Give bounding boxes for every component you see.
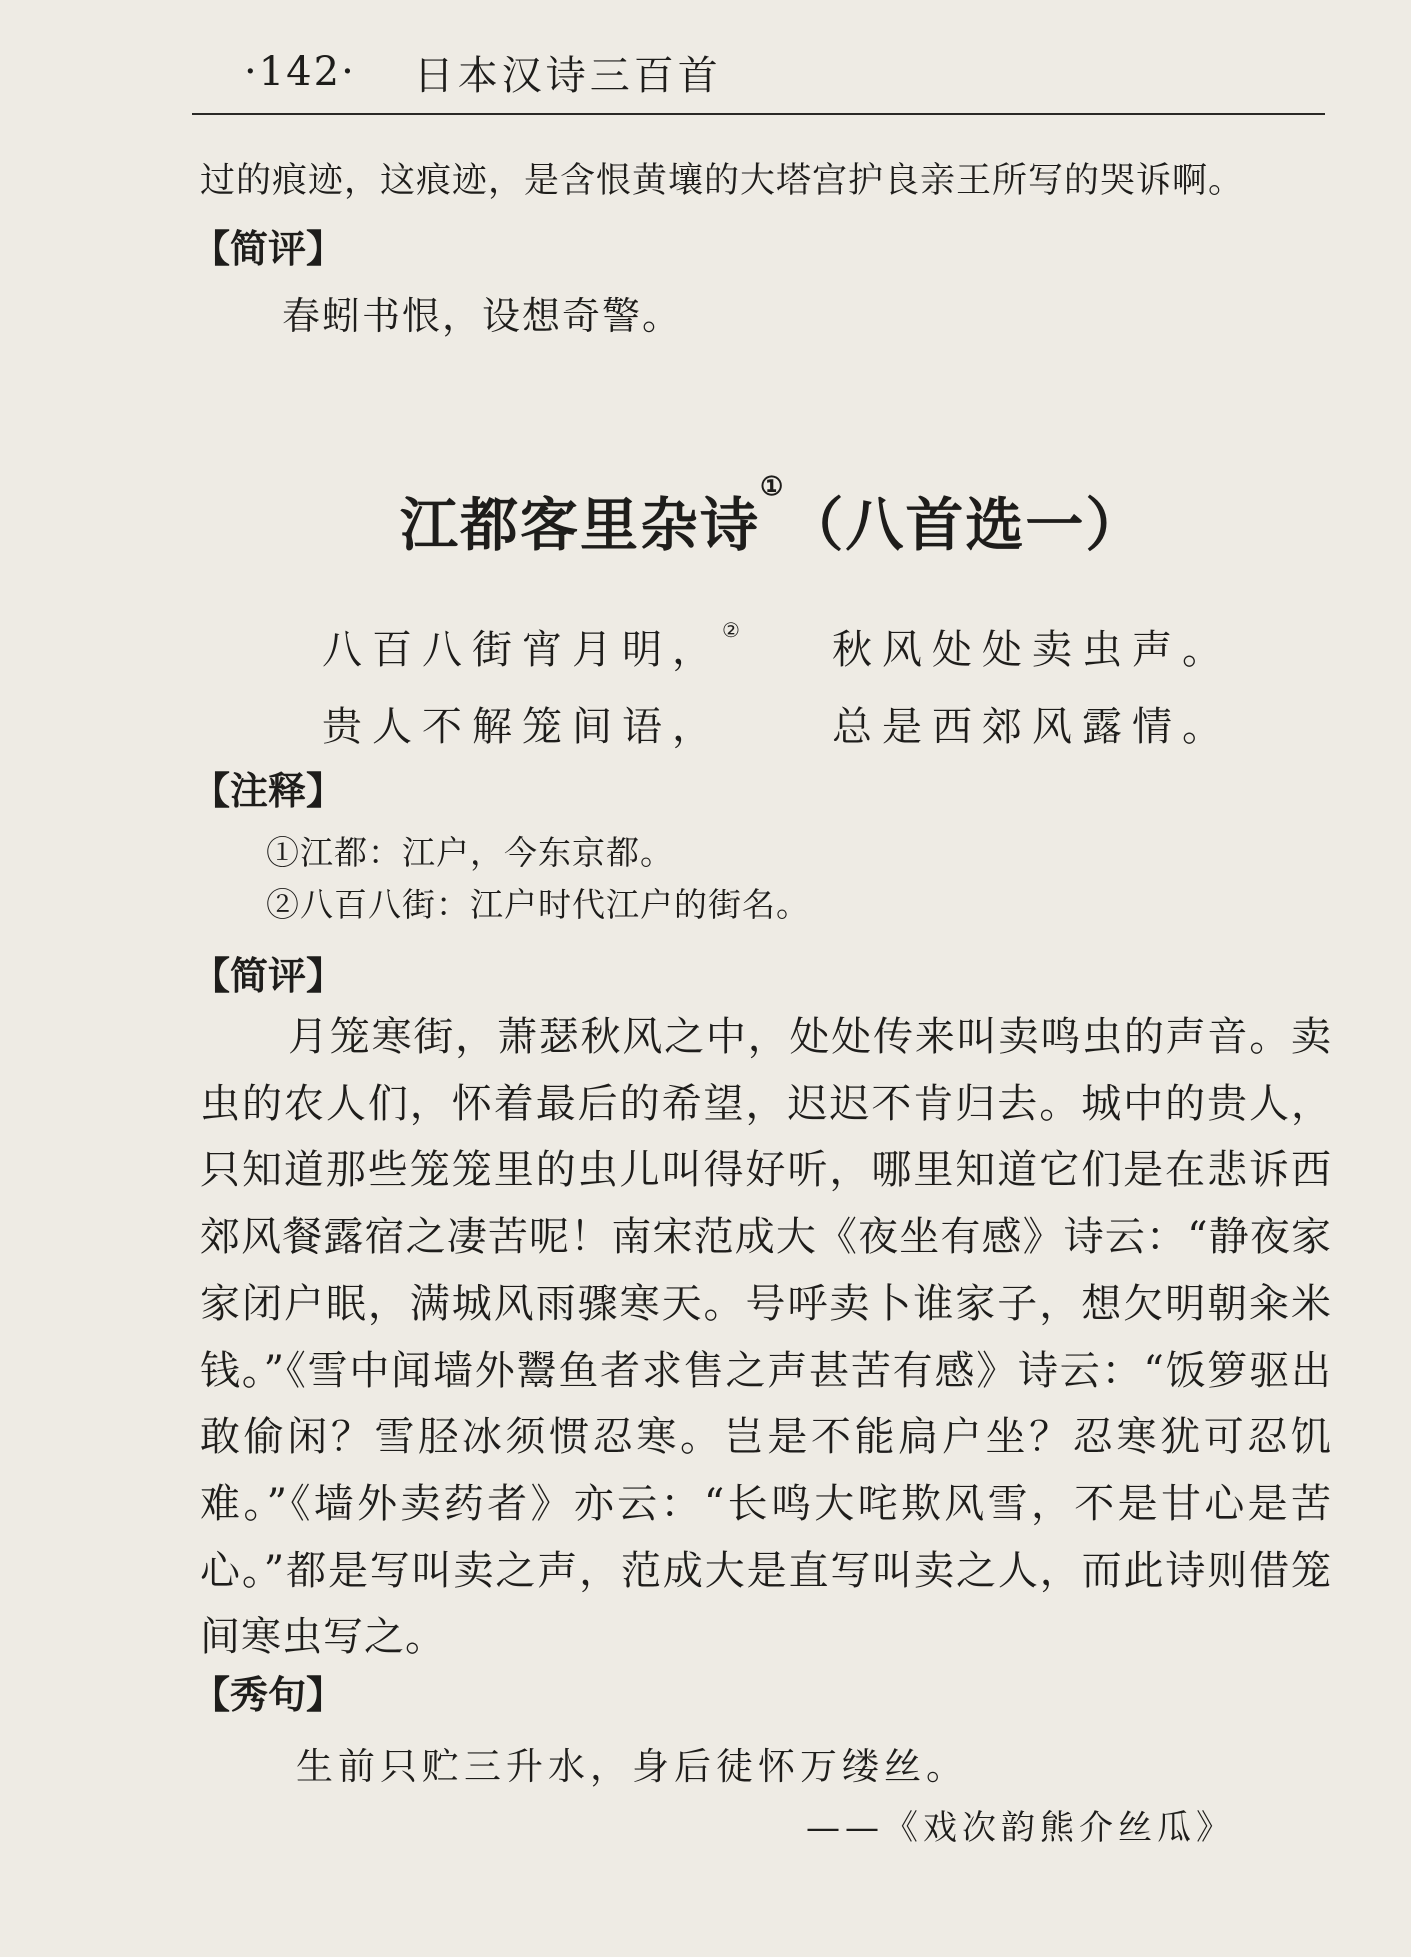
beautiful-lines-source: ——《戏次韵熊介丝瓜》 <box>806 1808 1235 1848</box>
page-number: ·142· <box>244 49 356 95</box>
book-title: 日本汉诗三百首 <box>413 52 722 99</box>
notes-heading: 【注释】 <box>192 768 345 813</box>
poem-title-note-mark: ① <box>760 472 786 502</box>
previous-closing-line: 过的痕迹，这痕迹，是含恨黄壤的大塔宫护良亲王所写的哭诉啊。 <box>200 161 1245 201</box>
poem-line-1-first <box>322 618 740 675</box>
note-item-1: ①江都：江户，今东京都。 <box>266 833 674 872</box>
beautiful-lines-quote: 生前只贮三升水，身后徒怀万缕丝。 <box>296 1745 968 1788</box>
poem-line-1-second: 秋风处处卖虫声。 <box>832 627 1232 673</box>
review-text: 月笼寒街，萧瑟秋风之中，处处传来叫卖鸣虫的声音。卖虫的农人们，怀着最后的希望，迟迟不肯归去。城中的贵人，只知道那些笼笼里的虫儿叫得好听，哪里知道它们是在悲诉西郊风餐露宿之凄苦呢！南宋范成大《夜坐有感》诗云：“静夜家家闭户眠，满城风雨骤寒天。号呼卖卜谁家子，想欠明朝籴米钱。”《雪中闻墙外鬻鱼者求售之声甚苦有感》诗云：“饭箩驱出敢偷闲？雪胫冰须惯忍寒。岂是不能扃户坐？忍寒犹可忍饥难。”《墙外卖药者》亦云：“长鸣大咤欺风雪，不是甘心是苦心。”都是写叫卖之声，范成大是直写叫卖之人，而此诗则借笼间寒虫写之。 <box>200 1014 1332 1661</box>
poem-title-suffix: （八首选一） <box>785 491 1146 559</box>
poem-line-2-first: 贵人不解笼间语， <box>322 704 722 750</box>
previous-closing-paragraph <box>200 148 1333 214</box>
verse-note-mark: ② <box>722 618 740 642</box>
page-header <box>244 42 722 102</box>
poem-title-text: 江都客里杂诗 <box>400 491 761 559</box>
poem-title <box>400 472 1146 562</box>
note-item-2: ②八百八街：江户时代江户的街名。 <box>266 885 810 924</box>
verse-text: 八百八街宵月明， <box>322 627 722 673</box>
previous-review-heading: 【简评】 <box>192 226 345 271</box>
previous-review-text: 春蚓书恨，设想奇警。 <box>282 294 683 338</box>
review-heading: 【简评】 <box>192 953 345 998</box>
header-divider <box>192 113 1325 115</box>
poem-line-2-second: 总是西郊风露情。 <box>832 704 1232 750</box>
beautiful-lines-heading: 【秀句】 <box>192 1672 345 1717</box>
